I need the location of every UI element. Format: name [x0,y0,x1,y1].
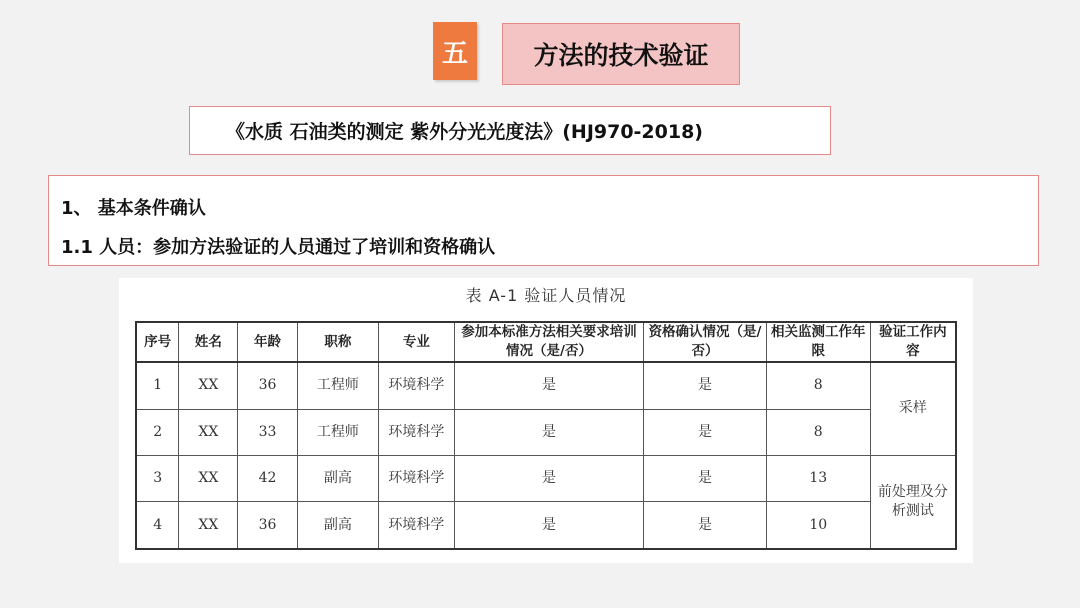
table-cell: 1 [136,362,179,409]
table-row [136,362,956,409]
table-cell: 42 [238,455,297,501]
slide-title [502,23,740,85]
table-cell: 副高 [297,502,379,549]
table-cell: 33 [238,409,297,455]
table-cell: 环境科学 [379,409,454,455]
header-cell: 序号 [136,322,179,362]
table-caption: 表 A-1 验证人员情况 [465,286,627,305]
header-cell: 职称 [297,322,379,362]
standard-subtitle [189,106,831,155]
header-cell: 姓名 [179,322,238,362]
table-cell: 工程师 [297,362,379,409]
table-cell: 是 [644,362,766,409]
section-number-badge: 五 [433,22,477,80]
table-image [119,278,973,563]
table-cell: XX [179,409,238,455]
table-cell: 是 [644,409,766,455]
slide-title-text: 方法的技术验证 [533,41,709,70]
section-heading: 1、 基本条件确认 [61,198,206,219]
table-row [136,502,956,549]
table-cell: 环境科学 [379,502,454,549]
table-cell: 8 [766,409,870,455]
table-cell: 36 [238,502,297,549]
header-cell: 相关监测工作年限 [766,322,870,362]
standard-subtitle-text: 《水质 石油类的测定 紫外分光光度法》(HJ970-2018) [226,121,703,143]
table-cell: 是 [644,455,766,501]
table-cell: 环境科学 [379,455,454,501]
table-cell: 工程师 [297,409,379,455]
header-cell: 参加本标准方法相关要求培训情况（是/否） [454,322,644,362]
table-header-row [136,322,956,362]
table-cell: 环境科学 [379,362,454,409]
table-cell: 8 [766,362,870,409]
table-cell: 13 [766,455,870,501]
header-cell: 年龄 [238,322,297,362]
table-cell: 是 [644,502,766,549]
section-subheading: 1.1 人员：参加方法验证的人员通过了培训和资格确认 [61,237,496,258]
table-cell: 是 [454,409,644,455]
table-row [136,409,956,455]
table-cell: 是 [454,362,644,409]
table-cell: 36 [238,362,297,409]
table-cell: 2 [136,409,179,455]
verification-personnel-table [135,321,957,550]
header-cell: 资格确认情况（是/否） [644,322,766,362]
header-cell: 专业 [379,322,454,362]
table-cell: 是 [454,502,644,549]
work-content-cell: 前处理及分析测试 [870,455,956,549]
table-cell: 10 [766,502,870,549]
table-cell: XX [179,362,238,409]
work-content-cell: 采样 [870,362,956,455]
section-description [48,175,1039,266]
header-cell: 验证工作内容 [870,322,956,362]
table-cell: 4 [136,502,179,549]
table-cell: 3 [136,455,179,501]
table-cell: XX [179,455,238,501]
table-cell: XX [179,502,238,549]
table-cell: 副高 [297,455,379,501]
table-row [136,455,956,501]
table-cell: 是 [454,455,644,501]
